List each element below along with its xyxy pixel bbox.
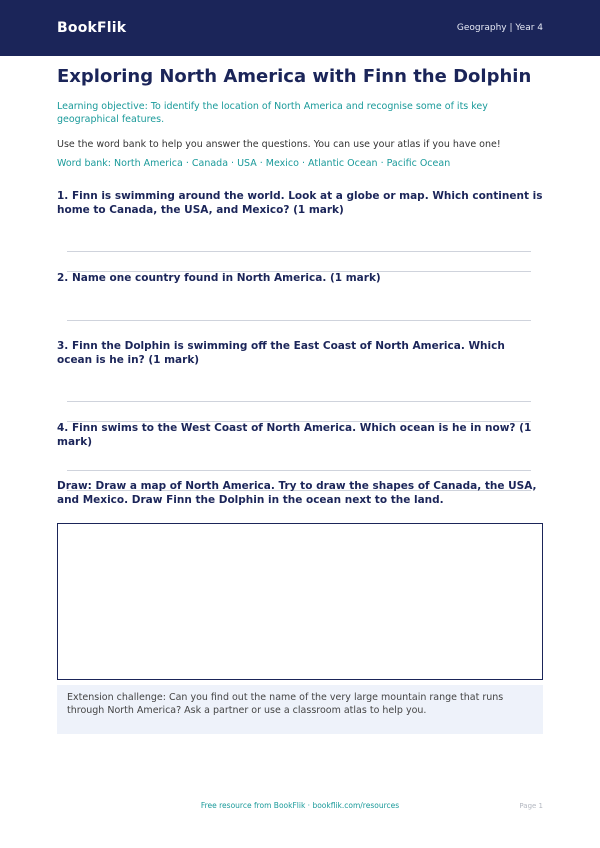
brand-logo[interactable]: BookFlik xyxy=(57,20,127,36)
page-title: Exploring North America with Finn the Dolphin xyxy=(57,66,532,87)
subject-year-label: Geography | Year 4 xyxy=(456,23,543,33)
question-2: 2. Name one country found in North America. (1 mark) xyxy=(57,272,381,284)
instructions: Use the word bank to help you answer the questions. You can use your atlas if you have one! xyxy=(57,139,501,150)
learning-objective: Learning objective: To identify the location of North America and recognise some of its key geographical features. xyxy=(57,101,488,125)
header-bar xyxy=(0,0,600,56)
question-3: 3. Finn the Dolphin is swimming off the East Coast of North America. Which ocean is he in? (1 mark) xyxy=(57,340,505,366)
drawing-area[interactable] xyxy=(57,523,543,680)
question-1: 1. Finn is swimming around the world. Look at a globe or map. Which continent is home to Canada, the USA, and Mexico? (1 mark) xyxy=(57,190,543,216)
footer-link[interactable]: Free resource from BookFlik · bookflik.com/resources xyxy=(200,801,400,810)
answer-line-2[interactable] xyxy=(67,320,531,321)
page-number: Page 1 xyxy=(519,802,543,810)
answer-line-1a[interactable] xyxy=(67,251,531,252)
answer-line-4a[interactable] xyxy=(67,470,531,471)
question-4: 4. Finn swims to the West Coast of North America. Which ocean is he in now? (1 mark) xyxy=(57,422,532,448)
draw-task-prompt: Draw: Draw a map of North America. Try to draw the shapes of Canada, the USA, and Mexico. Draw Finn the Dolphin in the ocean next to the land. xyxy=(57,480,537,506)
word-bank: Word bank: North America · Canada · USA · Mexico · Atlantic Ocean · Pacific Ocean xyxy=(57,158,451,169)
answer-line-3a[interactable] xyxy=(67,401,531,402)
extension-challenge: Extension challenge: Can you find out the name of the very large mountain range that runs through North America? Ask a partner or use a classroom atlas to help you. xyxy=(57,685,543,734)
